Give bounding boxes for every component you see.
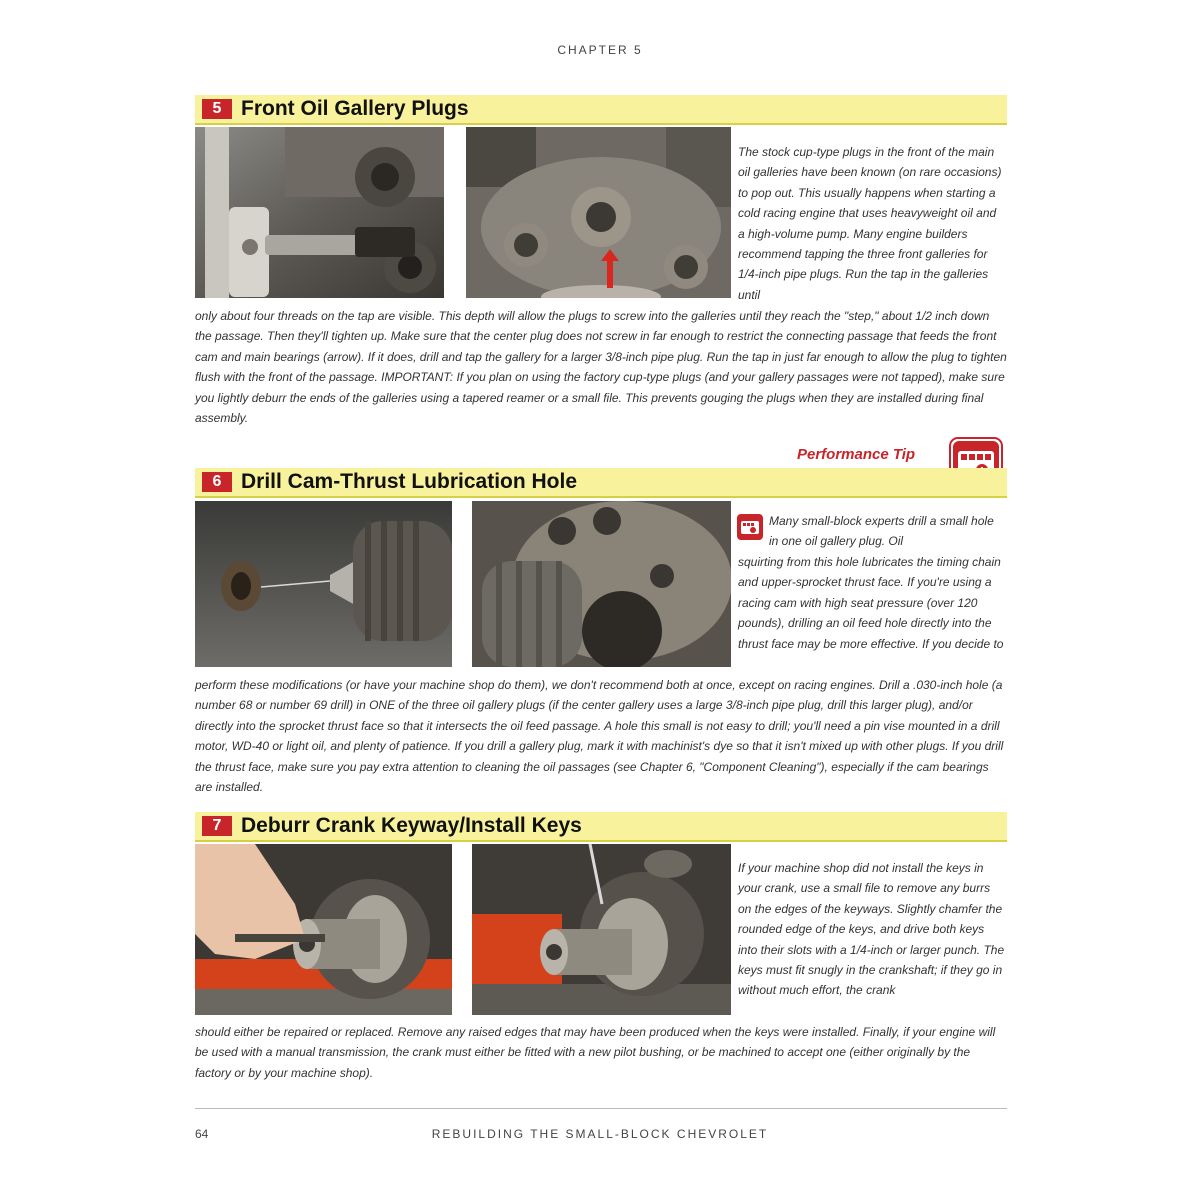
step-number: 5 xyxy=(202,99,232,119)
chapter-header: CHAPTER 5 xyxy=(557,43,643,57)
section-7-text-wrap: If your machine shop did not install the keys in your crank, use a small file to remove any burrs on the edges of the keyways. Slightly chamfer the rounded edge of the keys, and drive both keys into their slots with a 1/4-inch or larger punch. The keys must fit snugly in the crankshaft; if they go in without much effort, the crank xyxy=(738,861,1005,998)
photo-gallery-plugs-arrow xyxy=(466,127,731,298)
section-5-text: only about four threads on the tap are visible. This depth will allow the plugs to screw into the galleries until they reach the "step," about 1/2 inch down the passage. Then they'll tighten up. Make sure that the center plug does not screw in far enough to restrict the connecting passage that feeds the front cam and main bearings (arrow). If it does, drill and tap the gallery for a larger 3/8-inch pipe plug. Run the tap in just far enough to allow the plug to tighten flush with the front of the passage. IMPORTANT: If you plan on using the factory cup-type plugs (and your gallery passages were not tapped), make sure you lightly deburr the ends of the galleries using a tapered reamer or a small file. This prevents gouging the plugs when they are installed during final assembly. xyxy=(195,309,1007,426)
book-title: REBUILDING THE SMALL-BLOCK CHEVROLET xyxy=(431,1127,769,1141)
photo-deburr-keyway xyxy=(195,844,452,1015)
section-5-text-wrap: The stock cup-type plugs in the front of the main oil galleries have been known (on rare occasions) to pop out. This usually happens when starting a cold racing engine that uses heavyweight oil and a high-volume pump. Many engine builders recommend tapping the three front galleries for 1/4-inch pipe plugs. Run the tap in the galleries until xyxy=(738,145,1002,302)
photo-tapping-gallery xyxy=(195,127,444,298)
footer-divider xyxy=(195,1108,1007,1109)
section-6-text-wrap-a: Many small-block experts drill a small hole in one oil gallery plug. Oil xyxy=(769,514,994,549)
section-title: Deburr Crank Keyway/Install Keys xyxy=(241,814,582,837)
photo-drill-thrust-face xyxy=(472,501,731,667)
photo-drill-gallery-plug xyxy=(195,501,452,667)
performance-tip-small-icon xyxy=(737,514,763,540)
section-7-title-bar xyxy=(195,812,1007,842)
section-7-text: should either be repaired or replaced. Remove any raised edges that may have been produced when the keys were installed. Finally, if your engine will be used with a manual transmission, the crank must either be fitted with a new pilot bushing, or be machined to accept one (either originally by the factory or by your machine shop). xyxy=(195,1025,996,1080)
step-number: 6 xyxy=(202,472,232,492)
section-title: Drill Cam-Thrust Lubrication Hole xyxy=(241,470,578,493)
performance-tip-label: Performance Tip xyxy=(797,446,916,463)
section-6-text-wrap-b: squirting from this hole lubricates the timing chain and upper-sprocket thrust face. If you're using a racing cam with high seat pressure (over 120 pounds), drilling an oil feed hole directly into the thrust face may be more effective. If you decide to xyxy=(738,555,1004,651)
section-6-text: perform these modifications (or have your machine shop do them), we don't recommend both at once, except on racing engines. Drill a .030-inch hole (a number 68 or number 69 drill) in ONE of the three oil gallery plugs (if the center gallery uses a large 3/8-inch pipe plug, drill this larger plug), and/or directly into the sprocket thrust face so that it intersects the oil feed passage. A hole this small is not easy to drill; you'll need a pin vise mounted in a drill motor, WD-40 or light oil, and plenty of patience. If you drill a gallery plug, mark it with machinist's dye so that it isn't mixed up with other plugs. If you drill the thrust face, make sure you pay extra attention to cleaning the oil passages (see Chapter 6, "Component Cleaning"), especially if the cam bearings are installed. xyxy=(195,678,1004,795)
section-5-title-bar xyxy=(195,95,1007,125)
step-number: 7 xyxy=(202,816,232,836)
photo-install-keys xyxy=(472,844,731,1015)
section-title: Front Oil Gallery Plugs xyxy=(241,97,469,120)
page-number: 64 xyxy=(195,1127,209,1141)
section-6-title-bar xyxy=(195,468,1007,498)
